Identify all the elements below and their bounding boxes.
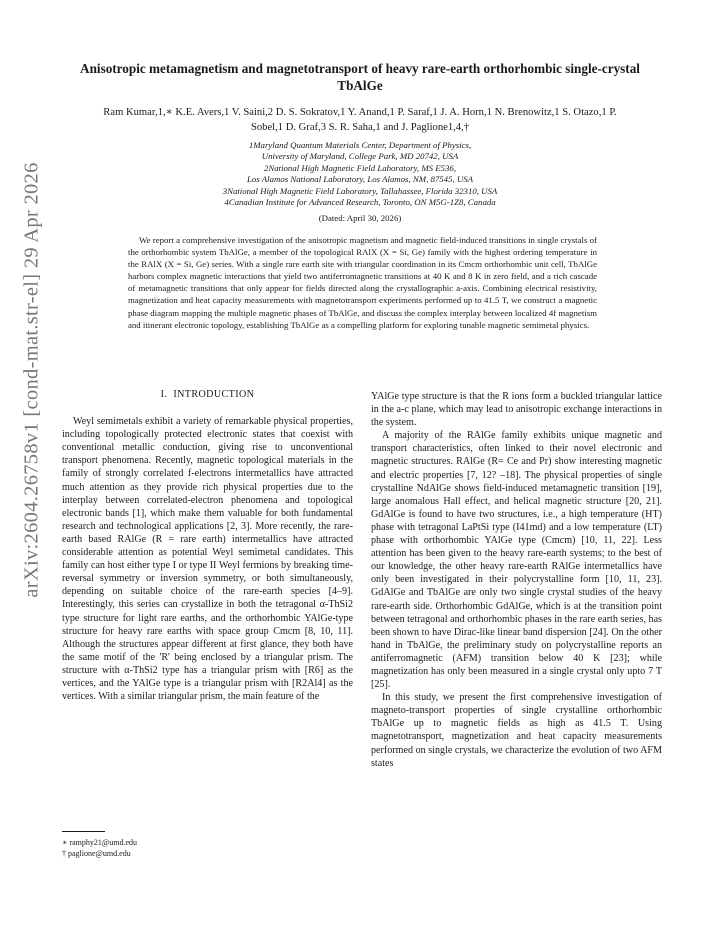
paper-title: Anisotropic metamagnetism and magnetotransport of heavy rare-earth orthorhombic single-crystal TbAlGe	[80, 61, 640, 93]
abstract: We report a comprehensive investigation of the anisotropic magnetism and magnetic field-induced transitions in single crystals of the orthorhombic system TbAlGe, a member of the topological RAlX (X = Si, Ge) family with the highest ordering temperature in the RAlX (X = Si, Ge) series. With a single rare earth site with triangular coordination in its Cmcm orthorhombic unit cell, TbAlGe harbors complex magnetic interactions that yield two antiferromagnetic transitions at 40 K and 8 K in zero field, and a rich cascade of metamagnetic transitions that only appear for fields directed along the crystallographic a-axis. Combining electrical resistivity, magnetization and heat capacity measurements with magnetotransport experiments performed up to 41.5 T, we construct a magnetic phase diagram mapping the multiple magnetic phases of TbAlGe, and discuss the complex interplay between localized 4f magnetism and itinerant electronic topology, establishing TbAlGe as a compelling platform for exploring tunable magnetic semimetal physics.	[128, 235, 597, 330]
section-heading	[62, 388, 353, 401]
body-paragraph: YAlGe type structure is that the R ions form a buckled triangular lattice in the a-c plane, which may lead to anisotropic exchange interactions in the system.	[371, 391, 662, 429]
date-line: (Dated: April 30, 2026)	[318, 213, 402, 223]
footnote-rule	[62, 831, 105, 832]
affiliations	[100, 140, 620, 208]
affiliation-line: Los Alamos National Laboratory, Los Alamos, NM, 87545, USA	[247, 174, 473, 185]
body-paragraph: A majority of the RAlGe family exhibits unique magnetic and transport characteristics, often linked to their novel electronic and magnetic structures. RAlGe (R= Ce and Pr) show interesting magnetic and electric properties [7, 12? –18]. The physical properties of single crystalline NdAlGe shows field-induced metamagnetic transition [19], large anomalous Hall effect, and helical magnetic structure [20, 21]. GdAlGe is found to have two structures, i.e., a high temperature (HT) phase with tetragonal LaPtSi type (I41md) and a low temperature (LT) phase with orthorhombic YAlGe type (Cmcm) [10, 11, 22]. Less attention has been given to the heavy rare-earth systems; to the best of our knowledge, the other heavy rare-earth RAlGe intermetallics have only been investigated in their polycrystalline form [10, 11, 23]. GdAlGe and TbAlGe are only two single crystal studies of the heavy rare-earth side. Orthorhombic GdAlGe, which is at the transition point between tetragonal and orthorhombic phases in the rare earth series, has been shown to have Dirac-like linear band dispersion [24]. On the other hand in TbAlGe, the preliminary study on polycrystalline reports an antiferromagnetic (AFM) transition below 40 K [23]; while magnetization has only been measured in a single crystal only upto 7 T [25].	[371, 430, 662, 691]
footnotes	[62, 837, 137, 859]
affiliation-line: 4Canadian Institute for Advanced Research, Toronto, ON M5G-1Z8, Canada	[224, 197, 496, 208]
arxiv-sidebar-identifier	[20, 162, 44, 598]
footnote-email: † paglione@umd.edu	[62, 849, 131, 858]
affiliation-line: 1Maryland Quantum Materials Center, Department of Physics,	[248, 140, 472, 150]
affiliation-line: University of Maryland, College Park, MD 20742, USA	[261, 151, 459, 162]
affiliation-line: 3National High Magnetic Field Laboratory, Tallahassee, Florida 32310, USA	[222, 185, 498, 196]
author-list: Ram Kumar,1,∗ K.E. Avers,1 V. Saini,2 D. S. Sokratov,1 Y. Anand,1 P. Saraf,1 J. A. Horn,1 N. Brenowitz,1 S. Otazo,1 P. Sobel,1 D. Graf,3 S. R. Saha,1 and J. Paglione1,4,†	[103, 107, 617, 133]
left-column	[62, 388, 353, 703]
affiliation-line: 2National High Magnetic Field Laboratory, MS E536,	[263, 162, 457, 173]
section-number: I.	[160, 389, 168, 400]
right-column	[371, 390, 662, 770]
footnote-email: ∗ ramphy21@umd.edu	[62, 838, 138, 847]
arxiv-id-text: arXiv:2604.26758v1 [cond-mat.str-el] 29 Apr 2026	[20, 162, 43, 598]
body-paragraph: In this study, we present the first comprehensive investigation of magneto-transport properties of single crystalline orthorhombic TbAlGe up to magnetic fields as high as 41.5 T. Using magnetotransport, magnetization and heat capacity measurements performed on single crystals, we characterize the evolution of two AFM states	[371, 692, 662, 769]
section-title: INTRODUCTION	[173, 389, 255, 400]
body-paragraph: Weyl semimetals exhibit a variety of remarkable physical properties, including topologically protected electronic states that coexist with conventional metallic conduction, giving rise to unconventional transport phenomena. Recently, magnetic topological materials in the family of strongly correlated f-electrons intermetallics have attracted much attention as they provide rich physical properties due to the interplay between correlated-electron phenomena and topological electronic bands [1], which make them valuable for both fundamental research and technological applications [2, 3]. More recently, the rare-earth based RAlGe (R = rare earth) intermetallics have attracted considerable attention as potential Weyl semimetal candidates. This family can host either type I or type II Weyl fermions by breaking time-reversal symmetry or inversion symmetry, or both simultaneously, depending on suitable choice of the rare-earth species [4–9]. Interestingly, this series can crystallize in both the tetragonal α-ThSi2 type structure for light rare earths, and the orthorhombic YAlGe-type structure for heavy rare earths with space group Cmcm [8, 10, 11]. Although the structures appear different at first glance, they both have the same motif of the 'R' being enclosed by a triangular prism. The structure with α-ThSi2 type has a triangular prism with [R6] as the vertices, and the YAlGe type is a triangular prism with [R2Al4] as the vertices. With a similar triangular prism, the main feature of the	[62, 416, 353, 703]
